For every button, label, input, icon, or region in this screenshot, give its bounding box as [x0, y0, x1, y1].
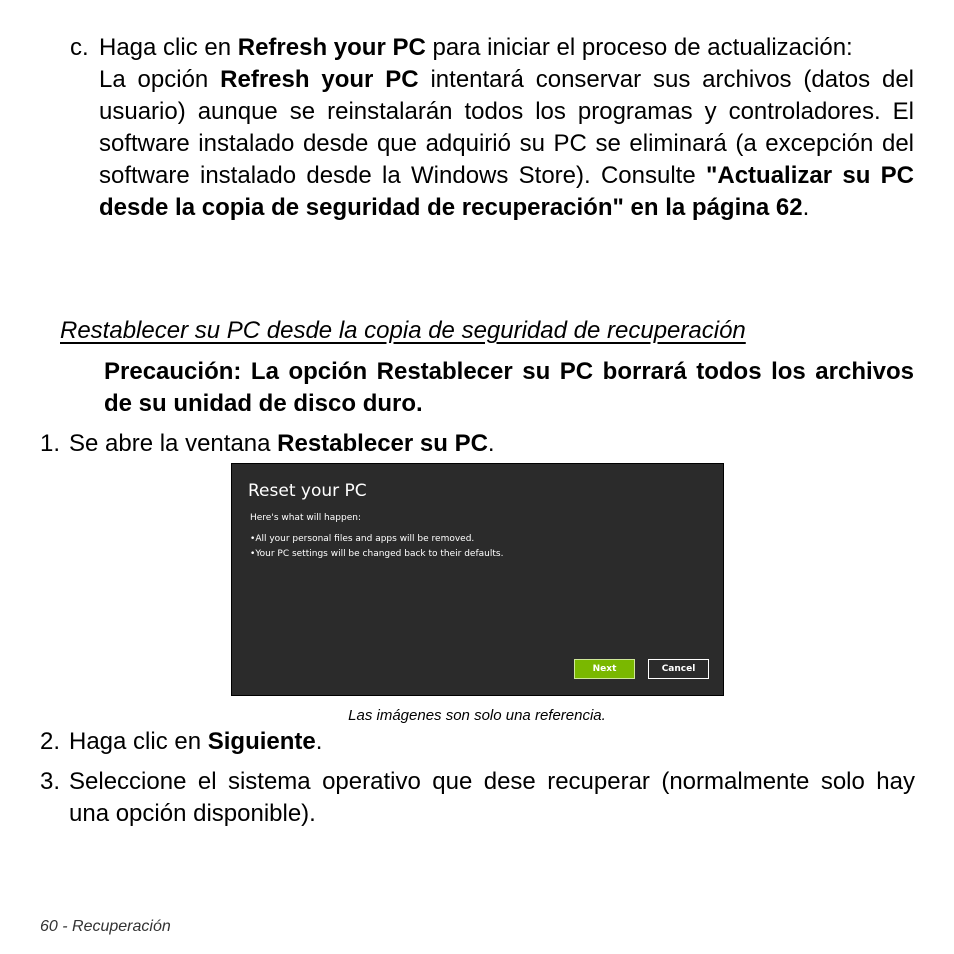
cross-reference: "Actualizar su PC desde la copia de seguridad de recuperación" en la página 62: [99, 162, 915, 221]
step-2: [69, 726, 915, 758]
section-heading: Restablecer su PC desde la copia de seguridad de recuperación: [60, 317, 746, 344]
bold-text: Siguiente: [207, 728, 316, 755]
text-span: .: [802, 194, 810, 221]
step-1: [69, 428, 915, 460]
dialog-list: [250, 532, 503, 562]
item-c-text: [99, 32, 914, 224]
bold-text: Refresh your PC: [237, 34, 426, 61]
caution-note: Precaución: La opción Restablecer su PC borrará todos los archivos de su unidad de disco duro.: [104, 358, 914, 417]
list-marker-c: c.: [70, 34, 89, 61]
text-span: La opción: [99, 66, 221, 93]
list-marker-3: 3.: [40, 768, 61, 795]
text-span: intentará conservar sus archivos (datos del usuario) aunque se reinstalarán todos los programas y controladores. El software instalado desde que adquirió su PC se eliminará (a excepción del software instalado desde la Windows Store). Consulte: [99, 66, 914, 189]
image-caption: Las imágenes son solo una referencia.: [348, 707, 606, 724]
list-item: • All your personal files and apps will be removed.: [250, 532, 503, 547]
text-span: Haga clic en: [99, 34, 238, 61]
step-3: Seleccione el sistema operativo que dese recuperar (normalmente solo hay una opción disponible).: [69, 768, 915, 827]
item-c-line1: [99, 32, 914, 64]
list-marker-1: 1.: [40, 430, 61, 457]
item-c-description: [99, 64, 914, 224]
list-marker-2: 2.: [40, 728, 61, 755]
reset-pc-screenshot: [231, 463, 724, 696]
bold-text: Restablecer su PC: [277, 430, 488, 457]
text-span: .: [315, 728, 323, 755]
dialog-title: Reset your PC: [248, 481, 367, 501]
cancel-button[interactable]: Cancel: [648, 659, 709, 679]
text-span: Haga clic en: [69, 728, 208, 755]
text-span: Se abre la ventana: [69, 430, 278, 457]
text-span: .: [487, 430, 495, 457]
bold-text: Refresh your PC: [220, 66, 419, 93]
next-button[interactable]: Next: [574, 659, 635, 679]
list-item: • Your PC settings will be changed back to their defaults.: [250, 547, 503, 562]
dialog-subtitle: Here's what will happen:: [250, 513, 361, 523]
text-span: para iniciar el proceso de actualización:: [425, 34, 853, 61]
page-footer: 60 - Recuperación: [40, 918, 171, 935]
